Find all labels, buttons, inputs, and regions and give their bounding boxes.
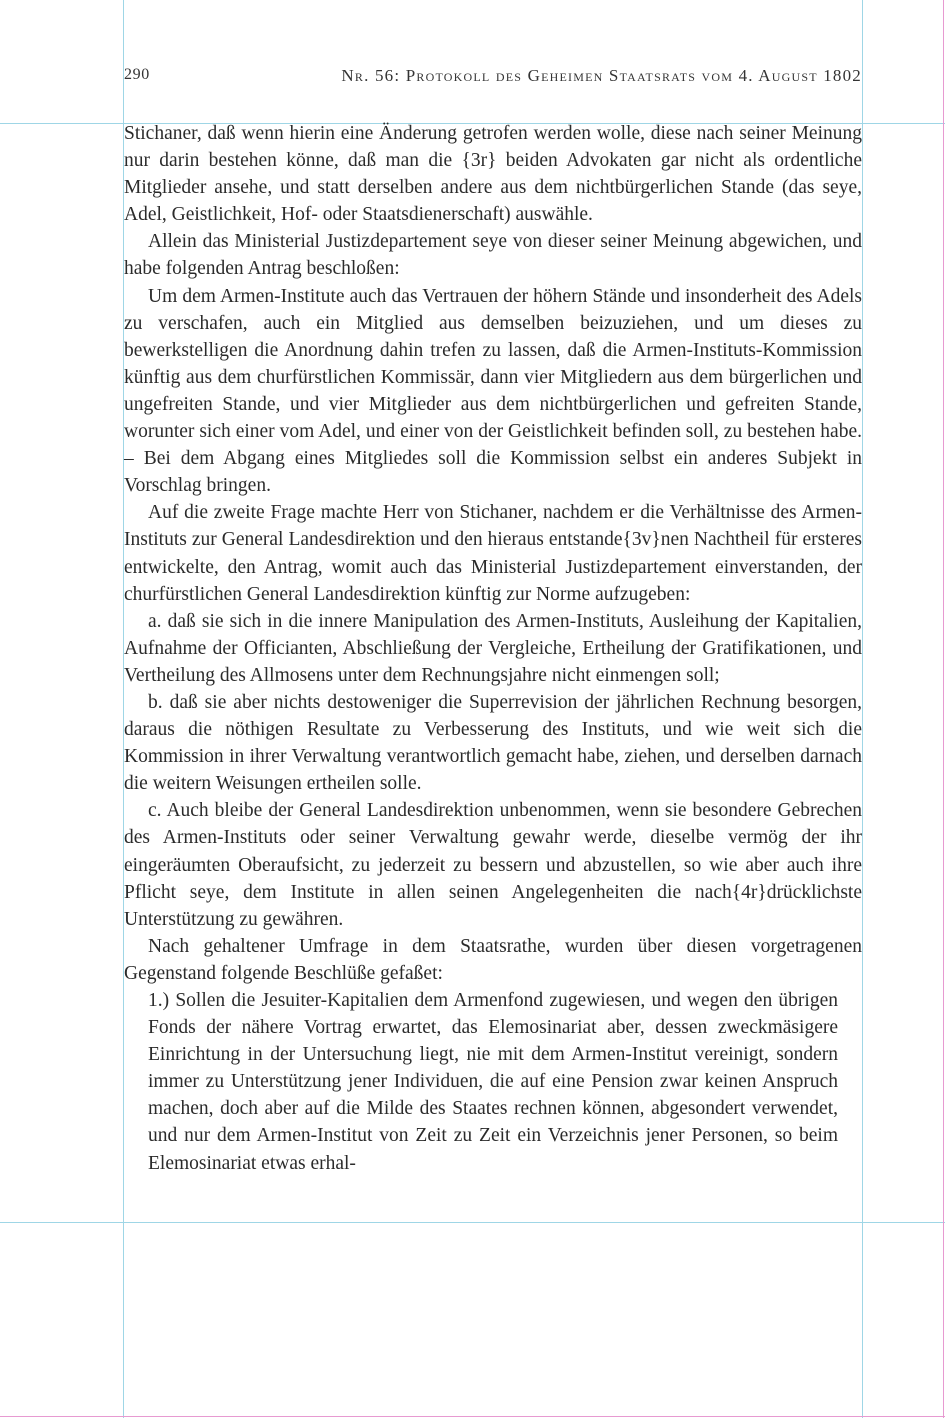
paragraph: Um dem Armen-Institute auch das Vertrauen der höhern Stände und insonderheit des Adels zu verschafen, auch ein Mitglied aus demselben beizuziehen, und um dieses zu bewerkstelligen die Anordnung dahin trefen zu lassen, daß die Armen-Instituts-Kommission künftig aus dem churfürstlichen Kommissär, dann vier Mitgliedern aus dem bürgerlichen und ungefreiten Stande, und vier Mitglieder aus dem nichtbürgerlichen und gefreiten Stande, worunter sich einer vom Adel, und einer von der Geistlichkeit befinden soll, zu bestehen habe. – Bei dem Abgang eines Mitgliedes soll die Kommission selbst ein anderes Subjekt in Vorschlag bringen.	[124, 285, 862, 497]
running-title: Nr. 56: Protokoll des Geheimen Staatsrats vom 4. August 1802	[341, 66, 862, 85]
paragraph-item-b: b. daß sie aber nichts destoweniger die Superrevision der jährlichen Rechnung besorgen, daraus die nöthigen Resultate zu Verbesserung des Instituts, und wie weit sich die Kommission in ihrer Verwaltung verantwortlich gemacht habe, ziehen, und derselben darnach die weitern Weisungen ertheilen solle.	[124, 691, 862, 795]
resolution-item-1: 1.) Sollen die Jesuiter-Kapitalien dem Armenfond zugewiesen, und wegen den übrigen Fonds der nähere Vortrag erwartet, das Elemosinariat aber, dessen zweckmäsigere Einrichtung in der Untersuchung liegt, nie mit dem Armen-Institut vereinigt, sondern immer zu Unterstützung jener Individuen, die auf eine Pension zwar keinen Anspruch machen, doch aber auf die Milde des Staates rechnen können, abgesondert verwendet, und nur dem Armen-Institut von Zeit zu Zeit ein Verzeichnis jener Personen, so beim Elemosinariat etwas erhal-	[148, 990, 838, 1174]
page-edge-right	[943, 0, 944, 1418]
body-text	[124, 120, 862, 1177]
page-edge-bottom	[0, 1416, 945, 1417]
guide-line-bottom	[0, 1222, 945, 1223]
paragraph-item-a: a. daß sie sich in die innere Manipulation des Armen-Instituts, Ausleihung der Kapitalien, Aufnahme der Officianten, Abschließung der Vergleiche, Ertheilung der Gratifikationen, und Vertheilung des Allmosens unter dem Rechnungsjahre nicht einmengen soll;	[124, 610, 862, 686]
guide-line-right	[862, 0, 863, 1418]
paragraph: Nach gehaltener Umfrage in dem Staatsrathe, wurden über diesen vorgetragenen Gegenstand folgende Beschlüße gefaßet:	[124, 935, 862, 984]
paragraph: Allein das Ministerial Justizdepartement seye von dieser seiner Meinung abgewichen, und habe folgenden Antrag beschloßen:	[124, 231, 862, 280]
paragraph: Stichaner, daß wenn hierin eine Änderung getrofen werden wolle, diese nach seiner Meinung nur darin bestehen könne, daß man die {3r} beiden Advokaten gar nicht als ordentliche Mitglieder ansehe, und statt derselben andere aus dem nichtbürgerlichen Stande (das seye, Adel, Geistlichkeit, Hof- oder Staatsdienerschaft) auswähle.	[124, 123, 862, 226]
paragraph-item-c: c. Auch bleibe der General Landesdirektion unbenommen, wenn sie besondere Gebrechen des Armen-Instituts oder seiner Verwaltung gewahr werde, dieselbe vermög der ihr eingeräumten Oberaufsicht, zu jederzeit zu bessern und abzustellen, so wie aber auch ihre Pflicht seye, dem Institute in allen seinen Angelegenheiten die nach{4r}drücklichste Unterstützung zu gewähren.	[124, 800, 862, 930]
page-number: 290	[124, 66, 150, 83]
paragraph: Auf die zweite Frage machte Herr von Stichaner, nachdem er die Verhältnisse des Armen-Instituts zur General Landesdirektion und den hieraus entstande{3v}nen Nachtheil für ersteres entwickelte, den Antrag, womit auch das Ministerial Justizdepartement einverstanden, der churfürstlichen General Landesdirektion künftig zur Norme aufzugeben:	[124, 502, 862, 605]
page-header	[124, 66, 862, 88]
